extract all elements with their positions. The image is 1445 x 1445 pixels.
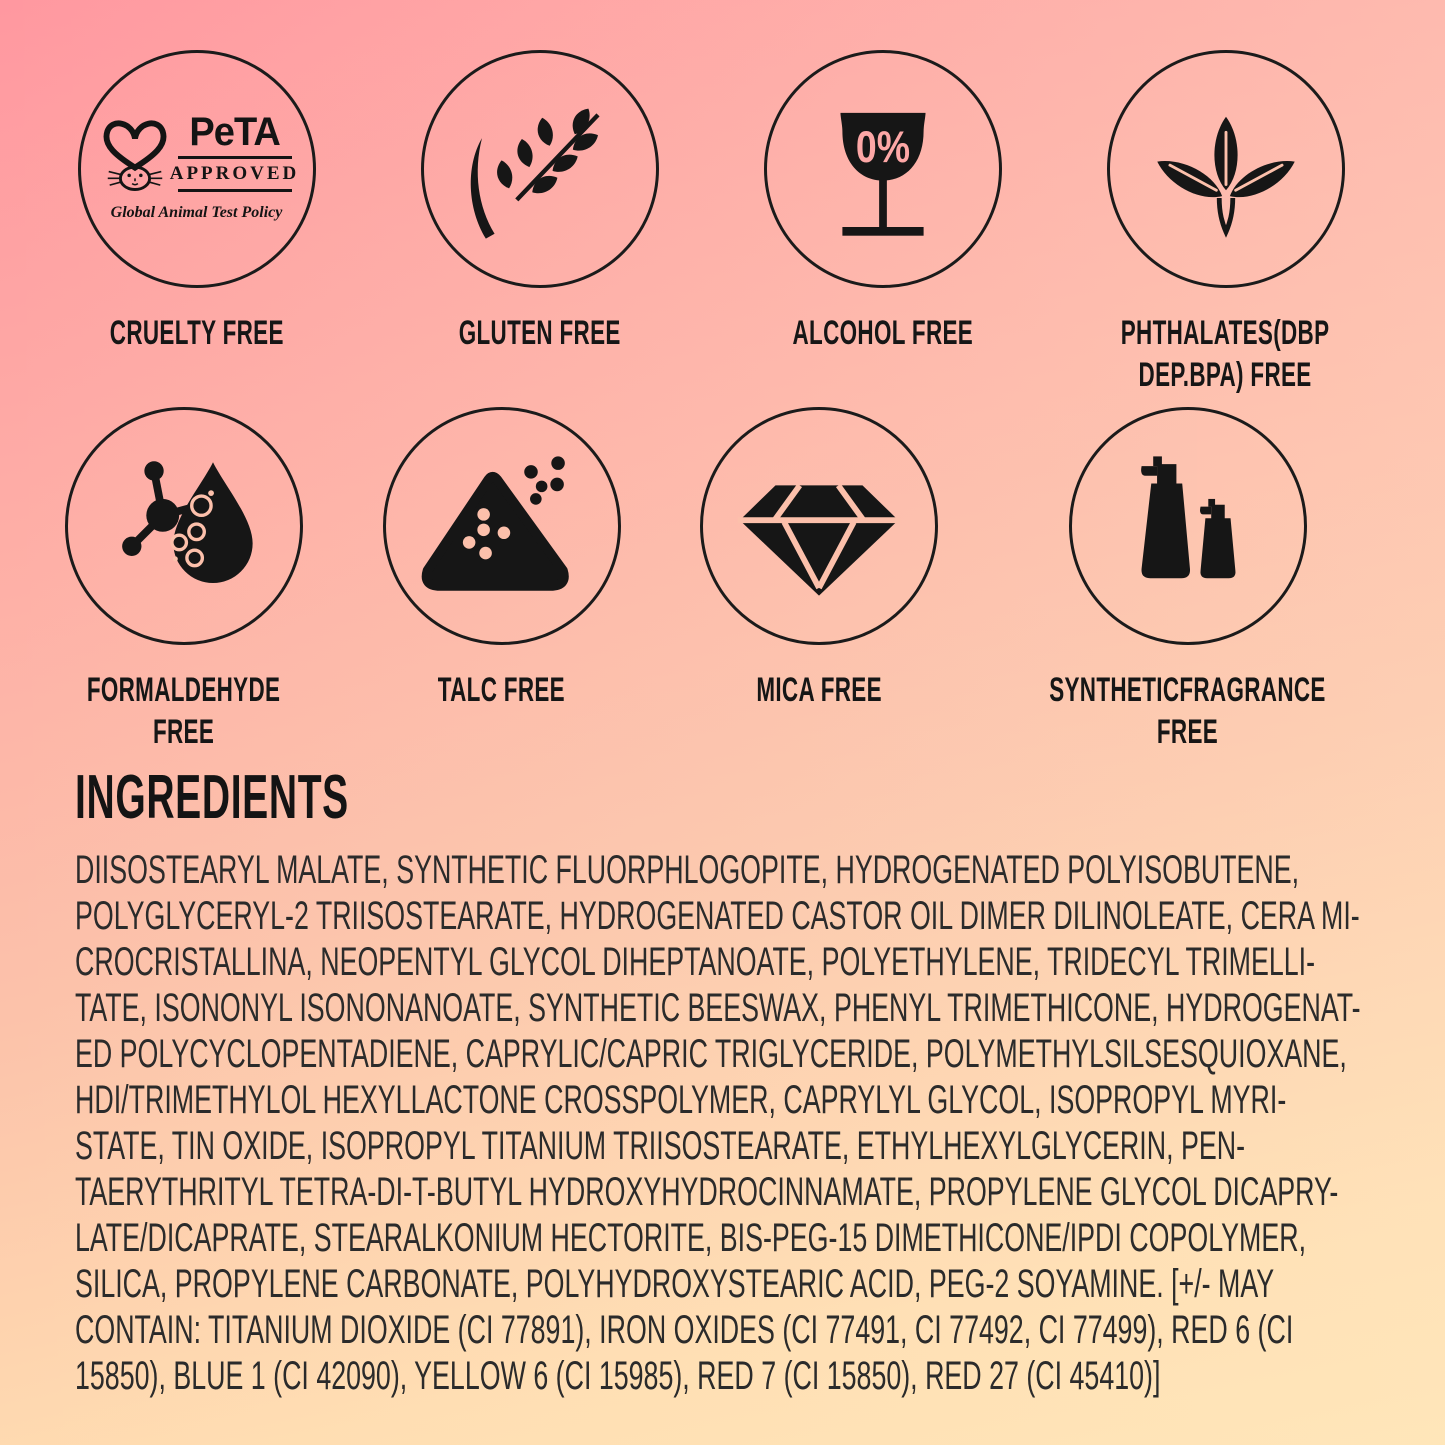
ingredients-line: TATE, ISONONYL ISONONANOATE, SYNTHETIC BEESWAX, PHENYL TRIMETHICONE, HYDROGENAT- — [75, 986, 1361, 1030]
powder-pile-icon — [386, 407, 618, 645]
claim-circle — [421, 50, 659, 288]
droplet-molecule-icon — [68, 407, 300, 645]
ingredients-line: STATE, TIN OXIDE, ISOPROPYL TITANIUM TRIISOSTEARATE, ETHYLHEXYLGLYCERIN, PEN- — [75, 1124, 1246, 1168]
claim-circle — [1107, 50, 1345, 288]
claim-mica-free — [660, 407, 978, 753]
claim-circle — [78, 50, 316, 288]
claim-label-mica-free: MICA FREE — [756, 671, 883, 709]
spray-bottles-icon — [1072, 407, 1304, 645]
ingredients-line: SILICA, PROPYLENE CARBONATE, POLYHYDROXYSTEARIC ACID, PEG-2 SOYAMINE. [+/- MAY — [75, 1262, 1275, 1306]
claim-formaldehyde-free — [25, 407, 343, 753]
ingredients-text — [75, 847, 1445, 1399]
ingredients-section — [75, 765, 1445, 1399]
peta-logo-top — [99, 110, 300, 196]
claim-talc-free — [343, 407, 661, 753]
claim-phthalates-free — [1054, 50, 1397, 407]
ingredients-line: DIISOSTEARYL MALATE, SYNTHETIC FLUORPHLOGOPITE, HYDROGENATED POLYISOBUTENE, — [75, 848, 1300, 892]
claim-label-phthalates-free: PHTHALATES(DBP DEP.BPA) FREE — [1121, 314, 1330, 394]
ingredients-line: ED POLYCYCLOPENTADIENE, CAPRYLIC/CAPRIC TRIGLYCERIDE, POLYMETHYLSILSESQUIOXANE, — [75, 1032, 1347, 1076]
ingredients-line: 15850), BLUE 1 (CI 42090), YELLOW 6 (CI 15985), RED 7 (CI 15850), RED 27 (CI 45410)] — [75, 1354, 1161, 1398]
claim-cruelty-free — [25, 50, 368, 407]
ingredients-line: LATE/DICAPRATE, STEARALKONIUM HECTORITE, BIS-PEG-15 DIMETHICONE/IPDI COPOLYMER, — [75, 1216, 1307, 1260]
ingredients-line: TAERYTHRITYL TETRA-DI-T-BUTYL HYDROXYHYDROCINNAMATE, PROPYLENE GLYCOL DICAPRY- — [75, 1170, 1339, 1214]
claim-circle — [383, 407, 621, 645]
claim-alcohol-free — [711, 50, 1054, 407]
ingredients-line: CONTAIN: TITANIUM DIOXIDE (CI 77891), IRON OXIDES (CI 77491, CI 77492, CI 77499), RED 6 (CI — [75, 1308, 1294, 1352]
peta-rule-top — [178, 156, 292, 159]
claim-label-cruelty-free: CRUELTY FREE — [109, 314, 284, 352]
zero-percent-text: 0% — [855, 123, 910, 173]
claim-circle — [700, 407, 938, 645]
ingredients-line: HDI/TRIMETHYLOL HEXYLLACTONE CROSSPOLYMER, CAPRYLYL GLYCOL, ISOPROPYL MYRI- — [75, 1078, 1287, 1122]
claim-circle — [1069, 407, 1307, 645]
bunny-heart-icon — [99, 112, 171, 196]
claim-label-synthetic-fragrance-free: SYNTHETICFRAGRANCE FREE — [1049, 671, 1326, 751]
claim-gluten-free — [368, 50, 711, 407]
claim-label-gluten-free: GLUTEN FREE — [458, 314, 621, 352]
ingredients-line: POLYGLYCERYL-2 TRIISOSTEARATE, HYDROGENATED CASTOR OIL DIMER DILINOLEATE, CERA MI- — [75, 894, 1360, 938]
ingredients-heading: INGREDIENTS — [75, 763, 349, 832]
peta-rule-bottom — [178, 189, 292, 192]
claims-row-1 — [25, 0, 1397, 407]
claim-circle — [65, 407, 303, 645]
peta-brand-text: PeTA — [189, 110, 280, 154]
peta-approved-logo — [99, 110, 300, 222]
wine-glass-zero-icon — [767, 50, 999, 288]
peta-policy-text: Global Animal Test Policy — [110, 204, 283, 221]
wheat-icon — [424, 50, 656, 288]
claim-synthetic-fragrance-free — [978, 407, 1397, 753]
claim-label-formaldehyde-free: FORMALDEHYDE FREE — [87, 671, 281, 751]
claim-circle — [764, 50, 1002, 288]
leaves-icon — [1110, 50, 1342, 288]
claim-label-alcohol-free: ALCOHOL FREE — [792, 314, 973, 352]
claims-row-2 — [25, 407, 1397, 751]
ingredients-line: CROCRISTALLINA, NEOPENTYL GLYCOL DIHEPTANOATE, POLYETHYLENE, TRIDECYL TRIMELLI- — [75, 940, 1316, 984]
claim-label-talc-free: TALC FREE — [437, 671, 566, 709]
diamond-icon — [703, 407, 935, 645]
peta-approved-text: APPROVED — [169, 163, 300, 184]
peta-wordmark-block — [169, 110, 300, 196]
